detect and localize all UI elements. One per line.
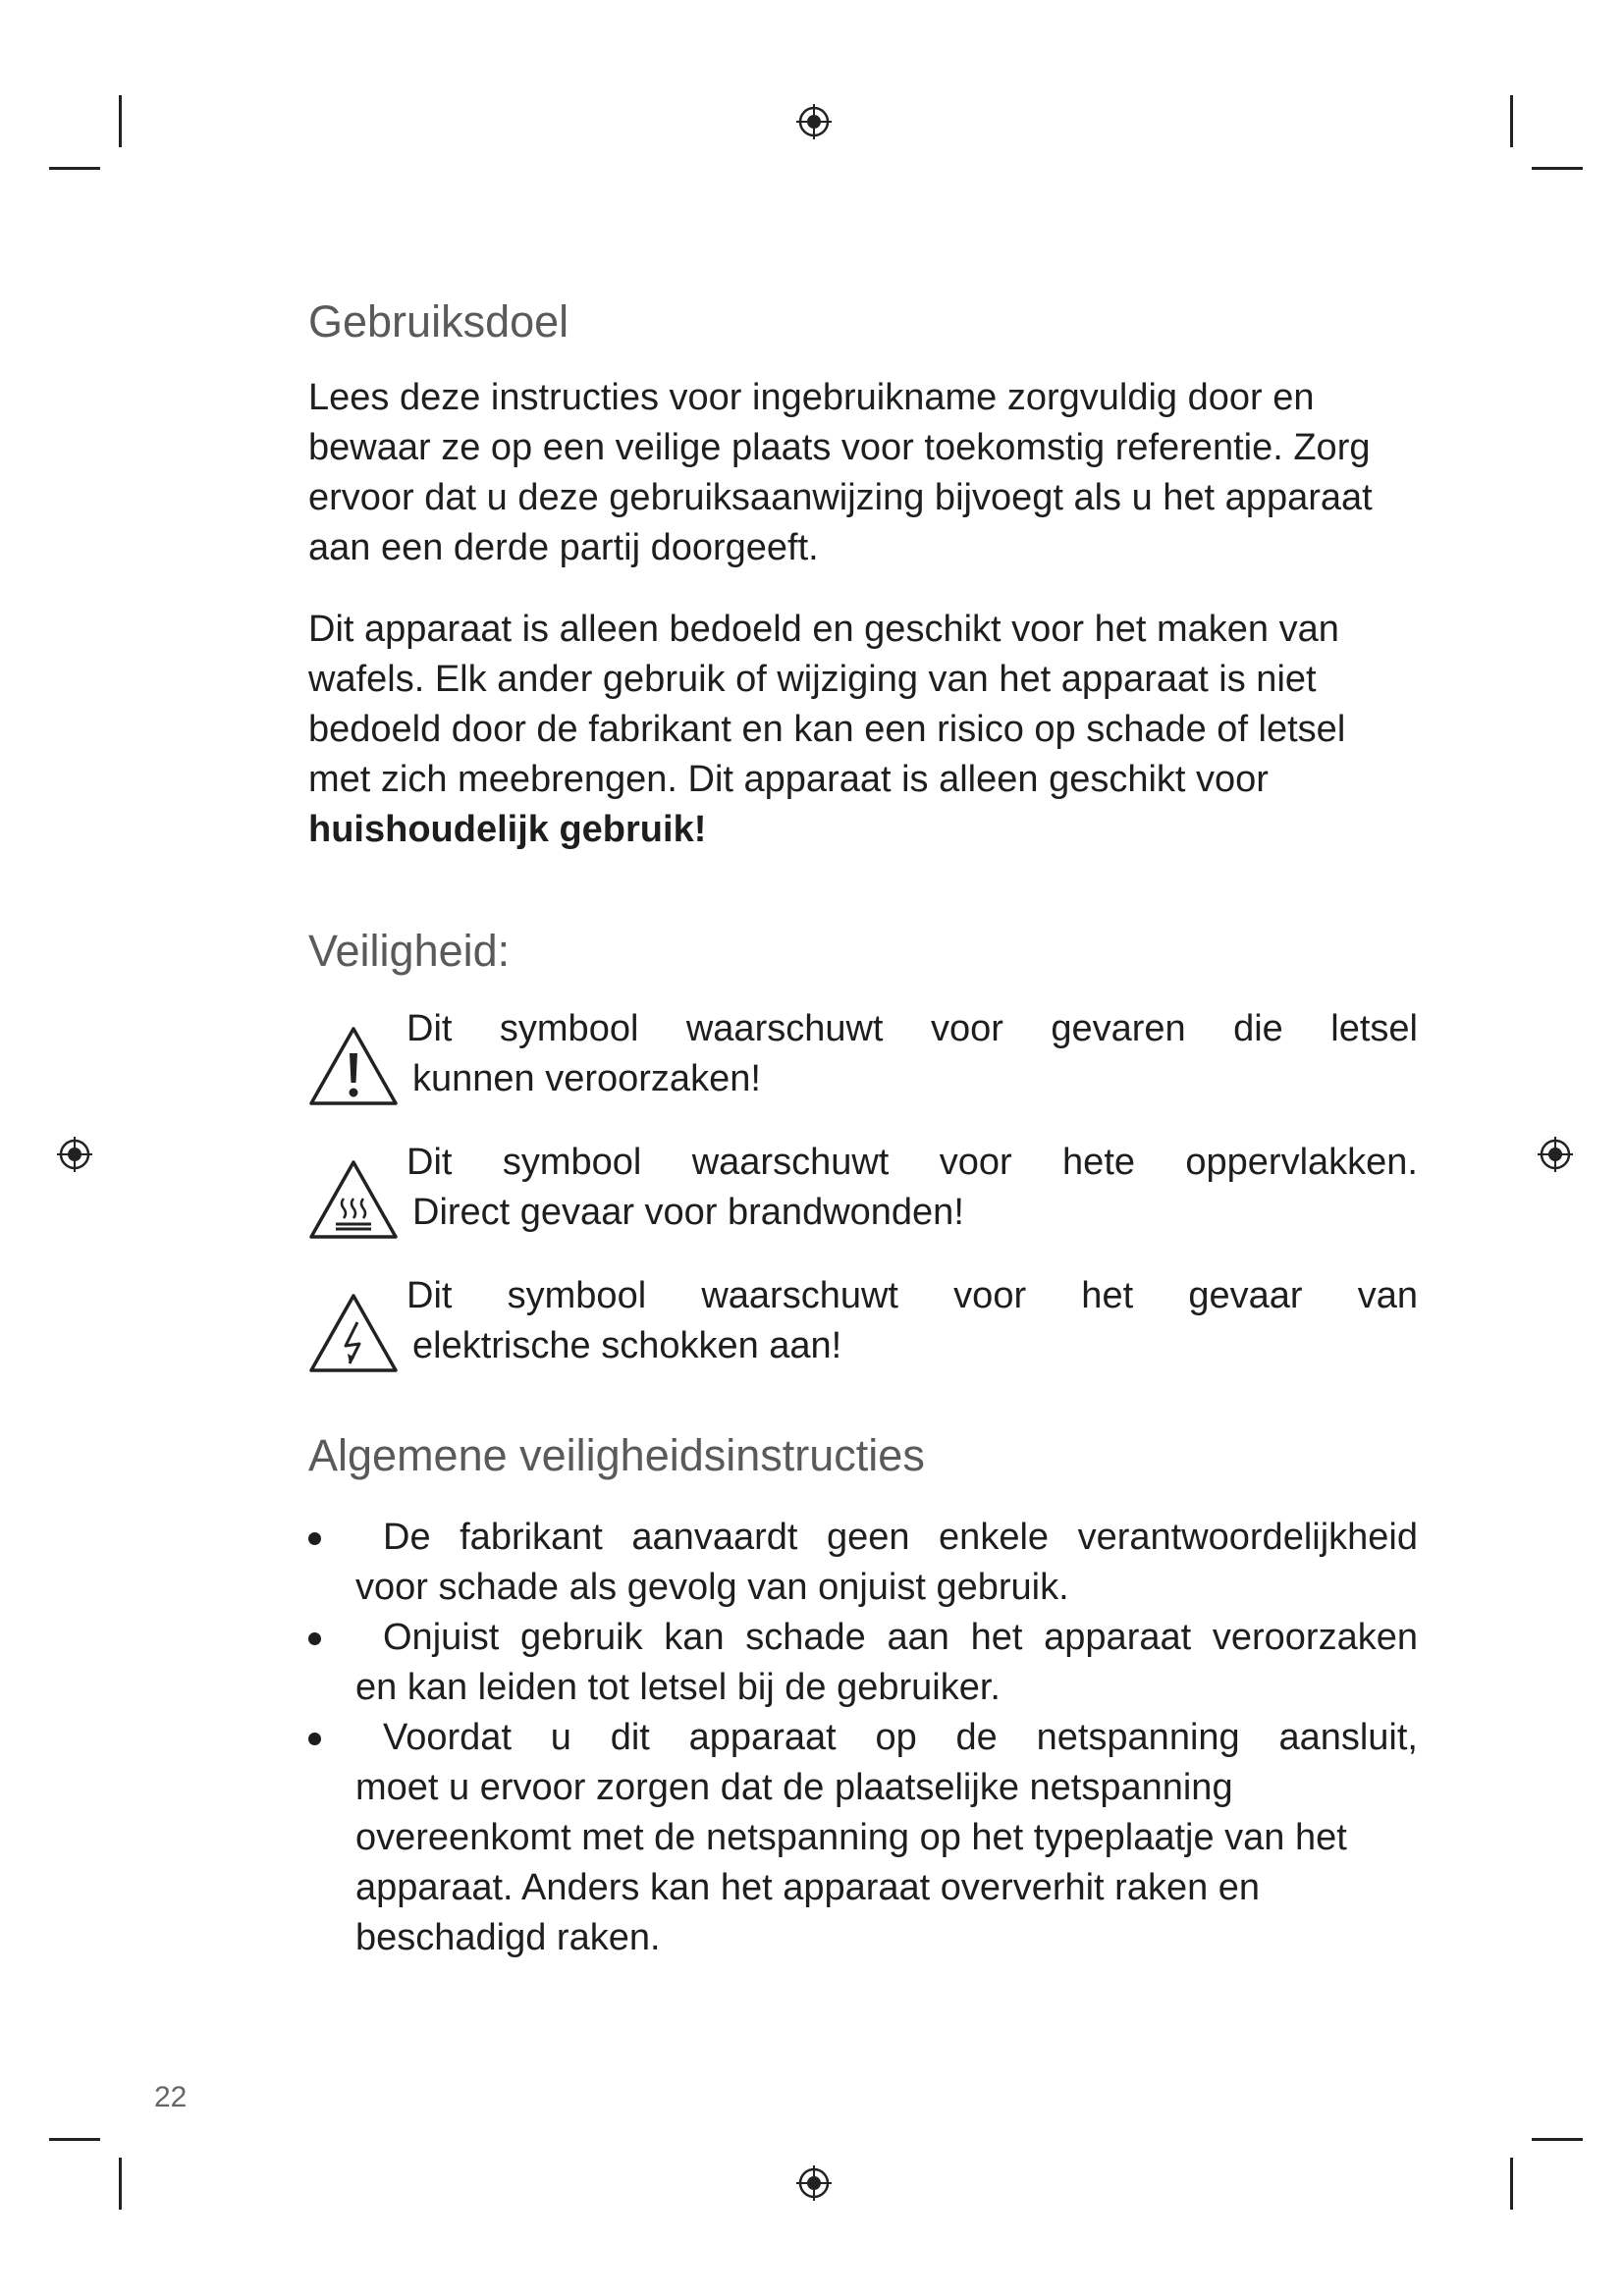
warning-hot-surface-line1: Dit symbool waarschuwt voor hete oppervlakken. bbox=[406, 1142, 1418, 1183]
list-item bbox=[308, 1713, 1418, 1963]
section-title-safety: Veiligheid: bbox=[308, 926, 511, 976]
general-safety-list bbox=[308, 1513, 1418, 1963]
electric-shock-warning-icon bbox=[308, 1293, 399, 1373]
crop-mark bbox=[49, 2138, 100, 2141]
crop-mark bbox=[1532, 167, 1583, 170]
warning-hot-surface bbox=[308, 1138, 1418, 1240]
list-item-rest: moet u ervoor zorgen dat de plaatselijke netspanning overeenkomt met de netspanning op het typeplaatje van het apparaat. Anders kan het apparaat oververhit raken en beschadigd raken. bbox=[355, 1767, 1347, 1958]
crop-mark bbox=[119, 2158, 122, 2210]
bullet-icon bbox=[308, 1632, 321, 1645]
warning-electric-shock-line2: elektrische schokken aan! bbox=[412, 1325, 842, 1366]
warning-general bbox=[308, 1004, 1418, 1106]
crop-mark bbox=[1510, 95, 1513, 147]
list-item bbox=[308, 1613, 1418, 1713]
warning-hot-surface-line2: Direct gevaar voor brandwonden! bbox=[412, 1192, 964, 1233]
warning-electric-shock-line1: Dit symbool waarschuwt voor het gevaar van bbox=[406, 1275, 1418, 1316]
crop-mark bbox=[119, 95, 122, 147]
exclamation-warning-icon bbox=[308, 1026, 399, 1106]
section-title-general-safety: Algemene veiligheidsinstructies bbox=[308, 1430, 925, 1480]
registration-mark-icon bbox=[1536, 1135, 1575, 1174]
crop-mark bbox=[1532, 2138, 1583, 2141]
purpose-paragraph-2 bbox=[308, 605, 1418, 855]
list-item-first-line: Onjuist gebruik kan schade aan het apparaat veroorzaken bbox=[383, 1617, 1418, 1658]
list-item-first-line: De fabrikant aanvaardt geen enkele verantwoordelijkheid bbox=[383, 1517, 1418, 1558]
warning-general-line2: kunnen veroorzaken! bbox=[412, 1058, 761, 1099]
bullet-icon bbox=[308, 1532, 321, 1545]
warning-general-line1: Dit symbool waarschuwt voor gevaren die letsel bbox=[406, 1008, 1418, 1049]
list-item-rest: en kan leiden tot letsel bij de gebruiker. bbox=[355, 1667, 1001, 1708]
crop-mark bbox=[49, 167, 100, 170]
registration-mark-icon bbox=[55, 1135, 94, 1174]
registration-mark-icon bbox=[794, 102, 834, 141]
section-title-purpose: Gebruiksdoel bbox=[308, 296, 569, 347]
list-item bbox=[308, 1513, 1418, 1613]
page-number: 22 bbox=[154, 2081, 188, 2113]
household-use-emphasis: huishoudelijk gebruik! bbox=[308, 809, 707, 850]
bullet-icon bbox=[308, 1733, 321, 1745]
warning-electric-shock bbox=[308, 1271, 1418, 1373]
purpose-paragraph-2-text: Dit apparaat is alleen bedoeld en geschikt voor het maken van wafels. Elk ander gebruik of wijziging van het apparaat is niet bedoeld door de fabrikant en kan een risico op schade of letsel met zich meebrengen. Dit apparaat is alleen geschikt voor bbox=[308, 609, 1346, 800]
registration-mark-icon bbox=[794, 2163, 834, 2203]
list-item-first-line: Voordat u dit apparaat op de netspanning aansluit, bbox=[383, 1717, 1418, 1758]
hot-surface-warning-icon bbox=[308, 1159, 399, 1240]
page-content bbox=[308, 294, 1418, 1963]
list-item-rest: voor schade als gevolg van onjuist gebruik. bbox=[355, 1567, 1069, 1608]
purpose-paragraph-1: Lees deze instructies voor ingebruikname zorgvuldig door en bewaar ze op een veilige plaats voor toekomstig referentie. Zorg ervoor dat u deze gebruiksaanwijzing bijvoegt als u het apparaat aan een derde partij doorgeeft. bbox=[308, 377, 1373, 568]
crop-mark bbox=[1510, 2158, 1513, 2210]
